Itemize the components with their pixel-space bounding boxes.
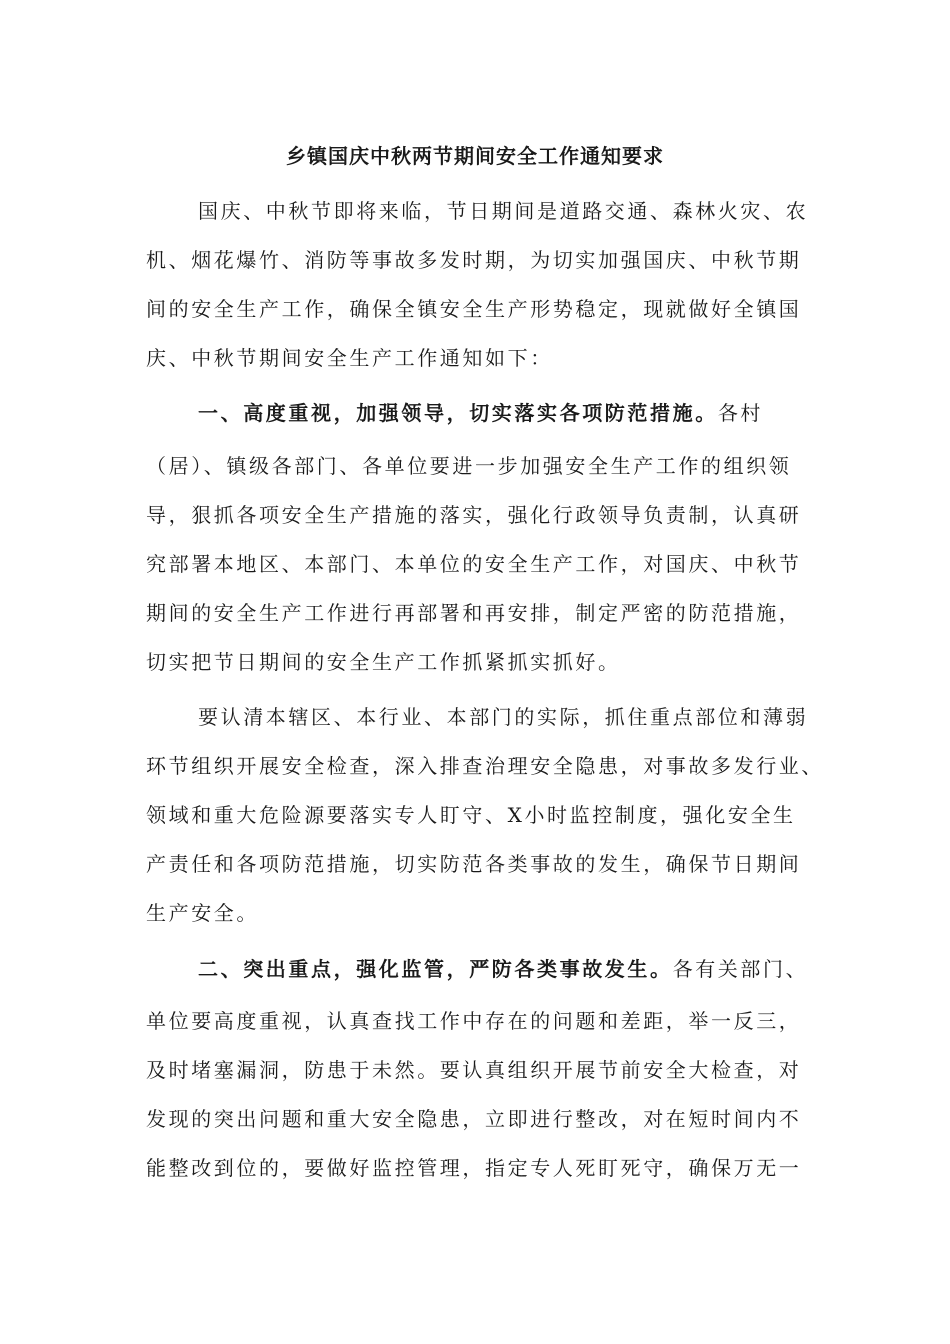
paragraph-line: 要认清本辖区、本行业、本部门的实际，抓住重点部位和薄弱 <box>198 705 809 729</box>
paragraph-line: 生产安全。 <box>146 901 259 925</box>
paragraph-line: 导，狠抓各项安全生产措施的落实，强化行政领导负责制，认真研 <box>146 503 802 527</box>
paragraph-line: （居）、镇级各部门、各单位要进一步加强安全生产工作的组织领 <box>146 454 792 478</box>
paragraph-line: 国庆、中秋节即将来临，节日期间是道路交通、森林火灾、农 <box>198 199 809 223</box>
section-heading: 二、突出重点，强化监管，严防各类事故发生。 <box>198 957 673 981</box>
paragraph-text: 各村 <box>717 401 764 425</box>
paragraph-line: 产责任和各项防范措施，切实防范各类事故的发生，确保节日期间 <box>146 852 802 876</box>
paragraph-line: 发现的突出问题和重大安全隐患，立即进行整改，对在短时间内不 <box>146 1107 802 1131</box>
paragraph-line: 单位要高度重视，认真查找工作中存在的问题和差距，举一反三， <box>146 1009 802 1033</box>
paragraph-line: 间的安全生产工作，确保全镇安全生产形势稳定，现就做好全镇国 <box>146 297 802 321</box>
paragraph-line: 期间的安全生产工作进行再部署和再安排，制定严密的防范措施， <box>146 601 802 625</box>
paragraph-text: 各有关部门、 <box>672 957 809 981</box>
paragraph-line: 能整改到位的，要做好监控管理，指定专人死盯死守，确保万无一 <box>146 1156 802 1180</box>
paragraph-line <box>198 955 858 983</box>
paragraph-line <box>198 399 858 427</box>
paragraph-line: 环节组织开展安全检查，深入排查治理安全隐患，对事故多发行业、 <box>146 754 824 778</box>
paragraph-line: 机、烟花爆竹、消防等事故多发时期，为切实加强国庆、中秋节期 <box>146 248 802 272</box>
section-heading: 一、高度重视，加强领导，切实落实各项防范措施。 <box>198 401 718 425</box>
paragraph-line: 及时堵塞漏洞，防患于未然。要认真组织开展节前安全大检查，对 <box>146 1058 802 1082</box>
paragraph-line: 领域和重大危险源要落实专人盯守、X小时监控制度，强化安全生 <box>146 803 796 827</box>
document-title: 乡镇国庆中秋两节期间安全工作通知要求 <box>286 144 664 168</box>
paragraph-line: 庆、中秋节期间安全生产工作通知如下： <box>146 346 553 370</box>
paragraph-line: 切实把节日期间的安全生产工作抓紧抓实抓好。 <box>146 650 621 674</box>
paragraph-line: 究部署本地区、本部门、本单位的安全生产工作，对国庆、中秋节 <box>146 552 802 576</box>
